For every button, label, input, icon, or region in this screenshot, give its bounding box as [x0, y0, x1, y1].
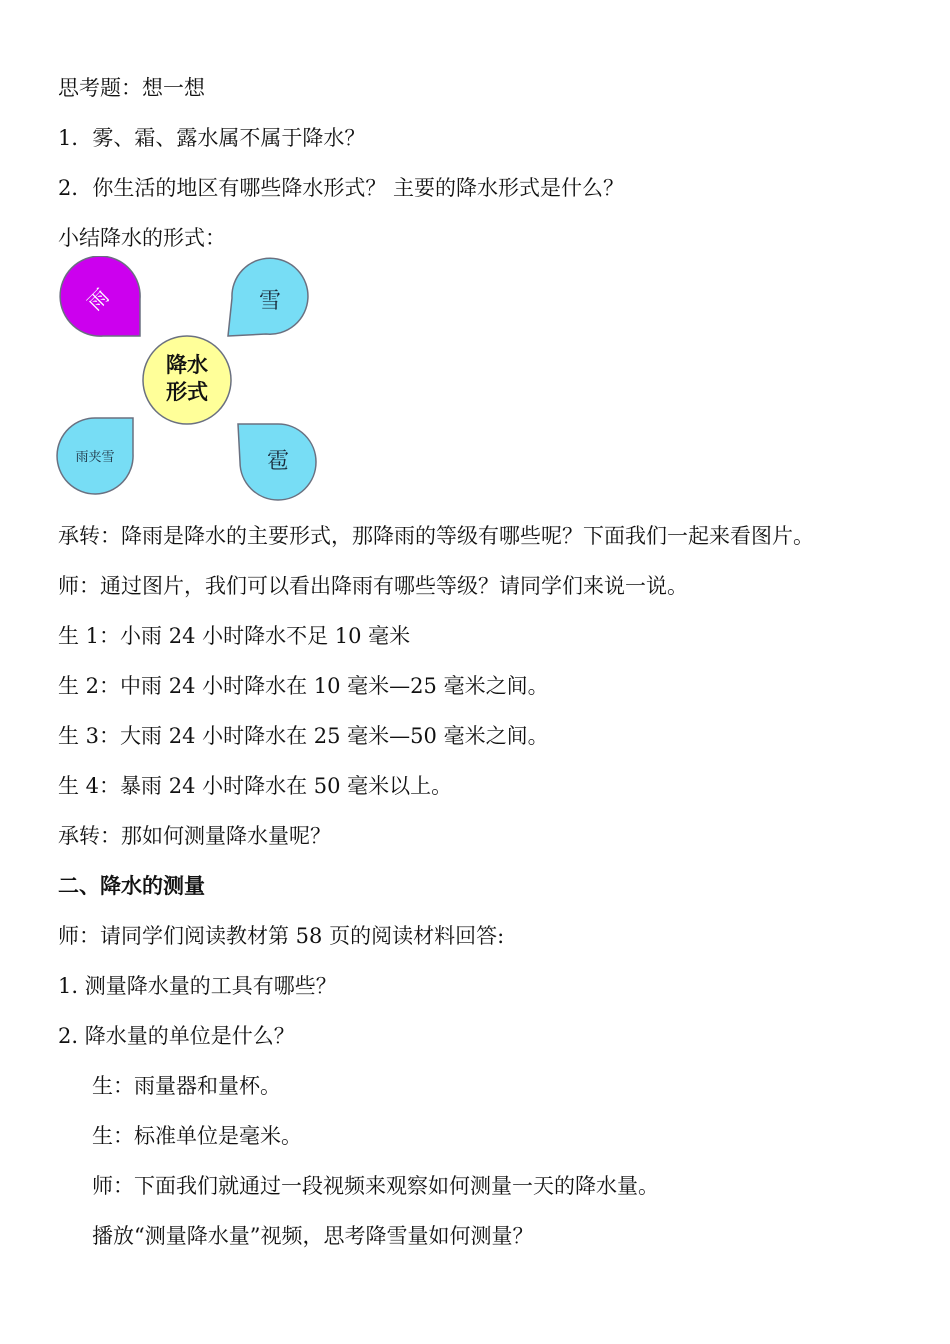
rain-label: 雨 — [82, 284, 114, 316]
text-line: 生：雨量器和量杯。 — [92, 1074, 281, 1098]
sleet-label: 雨夹雪 — [75, 450, 115, 465]
text-line: 生 1：小雨 24 小时降水不足 10 毫米 — [58, 624, 411, 648]
text-line: 师：下面我们就通过一段视频来观察如何测量一天的降水量。 — [92, 1174, 659, 1198]
precipitation-forms-diagram — [50, 256, 340, 506]
text-line: 师：请同学们阅读教材第 58 页的阅读材料回答: — [58, 924, 505, 948]
text-line: 承转：那如何测量降水量呢？ — [58, 824, 331, 848]
text-line: 播放“测量降水量”视频，思考降雪量如何测量？ — [92, 1224, 534, 1248]
center-label: 降水 形式 — [166, 353, 208, 404]
text-line: 1. 测量降水量的工具有哪些？ — [58, 974, 337, 998]
text-line: 师：通过图片，我们可以看出降雨有哪些等级？请同学们来说一说。 — [58, 574, 688, 598]
text-line: 小结降水的形式： — [58, 226, 226, 250]
text-line: 生 2：中雨 24 小时降水在 10 毫米—25 毫米之间。 — [58, 674, 549, 698]
text-line: 承转：降雨是降水的主要形式，那降雨的等级有哪些呢？下面我们一起来看图片。 — [58, 524, 814, 548]
text-line: 2. 降水量的单位是什么？ — [58, 1024, 295, 1048]
text-line: 1．雾、霜、露水属不属于降水？ — [58, 126, 366, 150]
text-line: 生 3：大雨 24 小时降水在 25 毫米—50 毫米之间。 — [58, 724, 549, 748]
text-line: 生：标准单位是毫米。 — [92, 1124, 302, 1148]
text-line: 2．你生活的地区有哪些降水形式？ 主要的降水形式是什么？ — [58, 176, 625, 200]
section-heading: 二、降水的测量 — [58, 874, 205, 898]
snow-label: 雪 — [258, 289, 281, 314]
hail-label: 雹 — [266, 449, 289, 474]
text-line: 生 4：暴雨 24 小时降水在 50 毫米以上。 — [58, 774, 453, 798]
text-line: 思考题：想一想 — [58, 76, 205, 100]
